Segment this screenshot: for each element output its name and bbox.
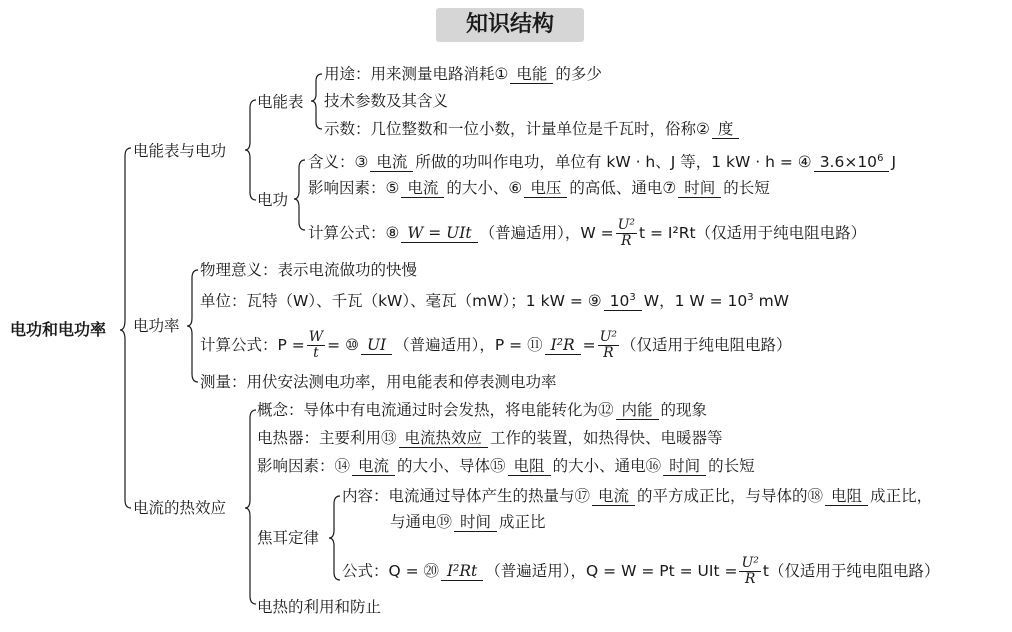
heat-heater-line: 电热器：主要利用⑬ 电流热效应 工作的装置，如热得快、电暖器等: [257, 429, 723, 447]
section-heating-effect: 电流的热效应: [133, 499, 227, 517]
answer-15: 电阻: [508, 457, 551, 476]
power-meaning-line: 物理意义：表示电流做功的快慢: [200, 261, 418, 279]
meter-use-line: 用途：用来测量电路消耗① 电能 的多少: [324, 65, 602, 83]
power-formula-line: 计算公式：P = $\frac{W}{t}$ = ⑩ UI （普遍适用），P = ⑪ I²R = $\frac{\text{U²}}{R}$ （仅适用于纯电阻电路）: [200, 329, 792, 361]
section-electric-meter-and-work: 电能表与电功: [133, 142, 227, 160]
work-formula-line: 计算公式：⑧ W = UIt （普遍适用），W = $\frac{\text{U²}}{R}$ t = I²Rt（仅适用于纯电阻电路）: [308, 217, 867, 249]
s2-brace: [187, 270, 198, 382]
page-title: 知识结构: [436, 8, 584, 42]
answer-4: $3.6\times 10^6$: [814, 150, 890, 172]
root-brace: [120, 148, 131, 508]
power-unit-line: 单位：瓦特（W）、千瓦（kW）、毫瓦（mW）；1 kW = ⑨ $10^3$ W，1 $W = 10^3$ mW: [200, 288, 789, 311]
work-brace: [294, 160, 305, 230]
fraction-u2-over-r: $\frac{\text{U²}}{R}$: [617, 217, 636, 249]
s1-brace: [245, 100, 256, 200]
joule-brace: [329, 496, 340, 580]
answer-5: 电流: [401, 179, 444, 198]
answer-12: 内能: [616, 401, 659, 420]
joule-content-line-2: 与通电⑲ 时间 成正比: [390, 513, 546, 531]
s3-brace: [245, 410, 256, 604]
power-measure-line: 测量：用伏安法测电功率，用电能表和停表测电功率: [200, 373, 557, 391]
fraction-u2-over-r-heat: $\frac{\text{U²}}{R}$: [741, 555, 759, 587]
answer-7: 时间: [678, 179, 721, 198]
joule-content-line: 内容：电流通过导体产生的热量与⑰ 电流 的平方成正比，与导体的⑱ 电阻 成正比，: [342, 487, 933, 505]
answer-9: $10^3$: [604, 289, 642, 311]
fraction-w-over-t: $\frac{W}{t}$: [308, 329, 324, 361]
answer-13: 电流热效应: [399, 429, 489, 448]
meter-params-line: 技术参数及其含义: [324, 92, 449, 110]
joule-formula-line: 公式：Q = ⑳ I²Rt （普遍适用），Q = W = Pt = UIt = $\frac{\text{U²}}{R}$ t（仅适用于纯电阻电路）: [342, 555, 940, 587]
answer-11: I²R: [545, 336, 581, 355]
answer-10: UI: [361, 336, 392, 355]
answer-6: 电压: [524, 179, 567, 198]
answer-3: 电流: [370, 153, 413, 172]
work-label: 电功: [257, 191, 289, 209]
answer-8: W = UIt: [401, 224, 477, 243]
fraction-u2-over-r-power: $\frac{\text{U²}}{R}$: [599, 329, 618, 361]
work-definition-line: 含义：③ 电流 所做的功叫作电功，单位有 kW · h、J 等，1 kW · h = ④ $3.6\times 10^6$ J: [308, 150, 896, 172]
answer-14: 电流: [352, 457, 395, 476]
answer-20: I²Rt: [441, 562, 483, 581]
heat-use-line: 电热的利用和防止: [257, 598, 382, 616]
answer-17: 电流: [592, 487, 635, 506]
answer-18: 电阻: [825, 487, 868, 506]
answer-16: 时间: [663, 457, 706, 476]
answer-2: 度: [712, 120, 740, 139]
answer-19: 时间: [454, 513, 497, 532]
joule-law-label: 焦耳定律: [257, 529, 320, 547]
section-electric-power: 电功率: [133, 317, 180, 335]
heat-factors-line: 影响因素：⑭ 电流 的大小、导体⑮ 电阻 的大小、通电⑯ 时间 的长短: [257, 457, 755, 475]
meter-reading-line: 示数：几位整数和一位小数，计量单位是千瓦时，俗称② 度: [324, 119, 741, 139]
meter-label: 电能表: [257, 93, 304, 111]
heat-concept-line: 概念：导体中有电流通过时会发热，将电能转化为⑫ 内能 的现象: [257, 401, 708, 419]
meter-brace: [311, 74, 322, 129]
answer-1: 电能: [510, 65, 553, 84]
work-factors-line: 影响因素：⑤ 电流 的大小、⑥ 电压 的高低、通电⑦ 时间 的长短: [308, 179, 770, 197]
root-label: 电功和电功率: [10, 320, 107, 339]
